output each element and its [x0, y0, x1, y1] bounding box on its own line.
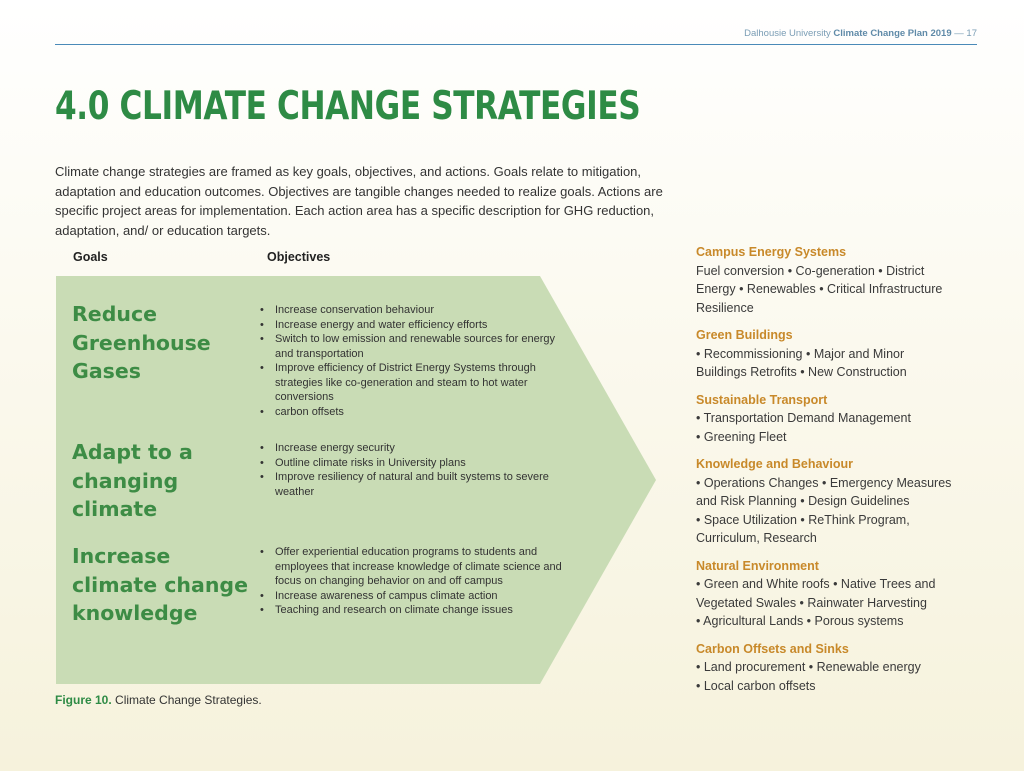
action-area-campus-energy	[696, 243, 996, 317]
goals-column-header: Goals	[73, 250, 108, 264]
header-rule	[55, 44, 977, 45]
action-area-heading: Carbon Offsets and Sinks	[696, 641, 849, 656]
objectives-column-header: Objectives	[267, 250, 331, 264]
objective-item: • Teaching and research on climate change issues	[258, 603, 563, 618]
figure-caption-text: Climate Change Strategies.	[111, 693, 262, 707]
header-separator: —	[951, 28, 967, 39]
objective-item: • Increase awareness of campus climate action	[258, 589, 563, 604]
goal-3: Increase climate change knowledge	[72, 544, 248, 625]
header-page-number: 17	[966, 28, 977, 39]
objective-item: • Increase conservation behaviour	[258, 303, 568, 318]
running-header	[744, 28, 977, 39]
goal-2: Adapt to a changing climate	[72, 440, 193, 521]
header-doc-title: Climate Change Plan 2019	[833, 28, 952, 39]
objectives-list-2	[258, 441, 568, 499]
objective-item: • Offer experiential education programs to students and employees that increase knowledge of climate science and focus on changing behavior on and off campus	[258, 545, 563, 589]
objective-item: • Increase energy security	[258, 441, 568, 456]
action-area-heading: Campus Energy Systems	[696, 245, 847, 259]
objective-item: • Outline climate risks in University plans	[258, 456, 568, 471]
intro-paragraph: Climate change strategies are framed as key goals, objectives, and actions. Goals relate to mitigation, adaptation and education outcomes. Objectives are tangible changes needed to realize goals. Actions are specific project areas for implementation. Each action area has a specific description for GHG reduction, adaptation, and/ or education targets.	[55, 164, 663, 238]
action-area-body: • Recommissioning • Major and Minor Buildings Retrofits • New Construction	[696, 346, 907, 379]
action-area-body: • Land procurement • Renewable energy • Local carbon offsets	[696, 660, 921, 693]
figure-caption	[55, 693, 262, 707]
action-area-body: • Transportation Demand Management • Greening Fleet	[696, 411, 911, 444]
action-area-knowledge-behaviour	[696, 455, 996, 548]
objective-item: • Improve resiliency of natural and built systems to severe weather	[258, 470, 568, 499]
goal-1: Reduce Greenhouse Gases	[72, 302, 211, 383]
action-area-natural-environment	[696, 557, 996, 631]
page-title: 4.0 CLIMATE CHANGE STRATEGIES	[55, 84, 641, 129]
action-area-body: • Green and White roofs • Native Trees and Vegetated Swales • Rainwater Harvesting • Agricultural Lands • Porous systems	[696, 577, 936, 628]
action-area-heading: Green Buildings	[696, 328, 793, 342]
action-area-heading: Sustainable Transport	[696, 392, 828, 407]
objectives-list-1	[258, 303, 568, 419]
action-areas	[696, 243, 996, 704]
figure-caption-label: Figure 10.	[55, 693, 112, 707]
action-area-green-buildings	[696, 326, 996, 382]
objective-item: • Increase energy and water efficiency efforts	[258, 318, 568, 333]
objectives-list-3	[258, 545, 563, 618]
action-area-body: Fuel conversion • Co-generation • District Energy • Renewables • Critical Infrastructure Resilience	[696, 263, 943, 315]
action-area-heading: Natural Environment	[696, 558, 819, 573]
header-org: Dalhousie University	[744, 28, 831, 39]
action-area-body: • Operations Changes • Emergency Measures and Risk Planning • Design Guidelines • Space Utilization • ReThink Program, Curriculum, Research	[696, 475, 952, 545]
objective-item: • Improve efficiency of District Energy Systems through strategies like co-generation and steam to hot water conversions	[258, 361, 568, 405]
action-area-carbon-offsets	[696, 640, 996, 696]
objective-item: • Switch to low emission and renewable sources for energy and transportation	[258, 332, 568, 361]
objective-item: • carbon offsets	[258, 405, 568, 420]
action-area-heading: Knowledge and Behaviour	[696, 457, 853, 471]
action-area-sustainable-transport	[696, 391, 996, 447]
